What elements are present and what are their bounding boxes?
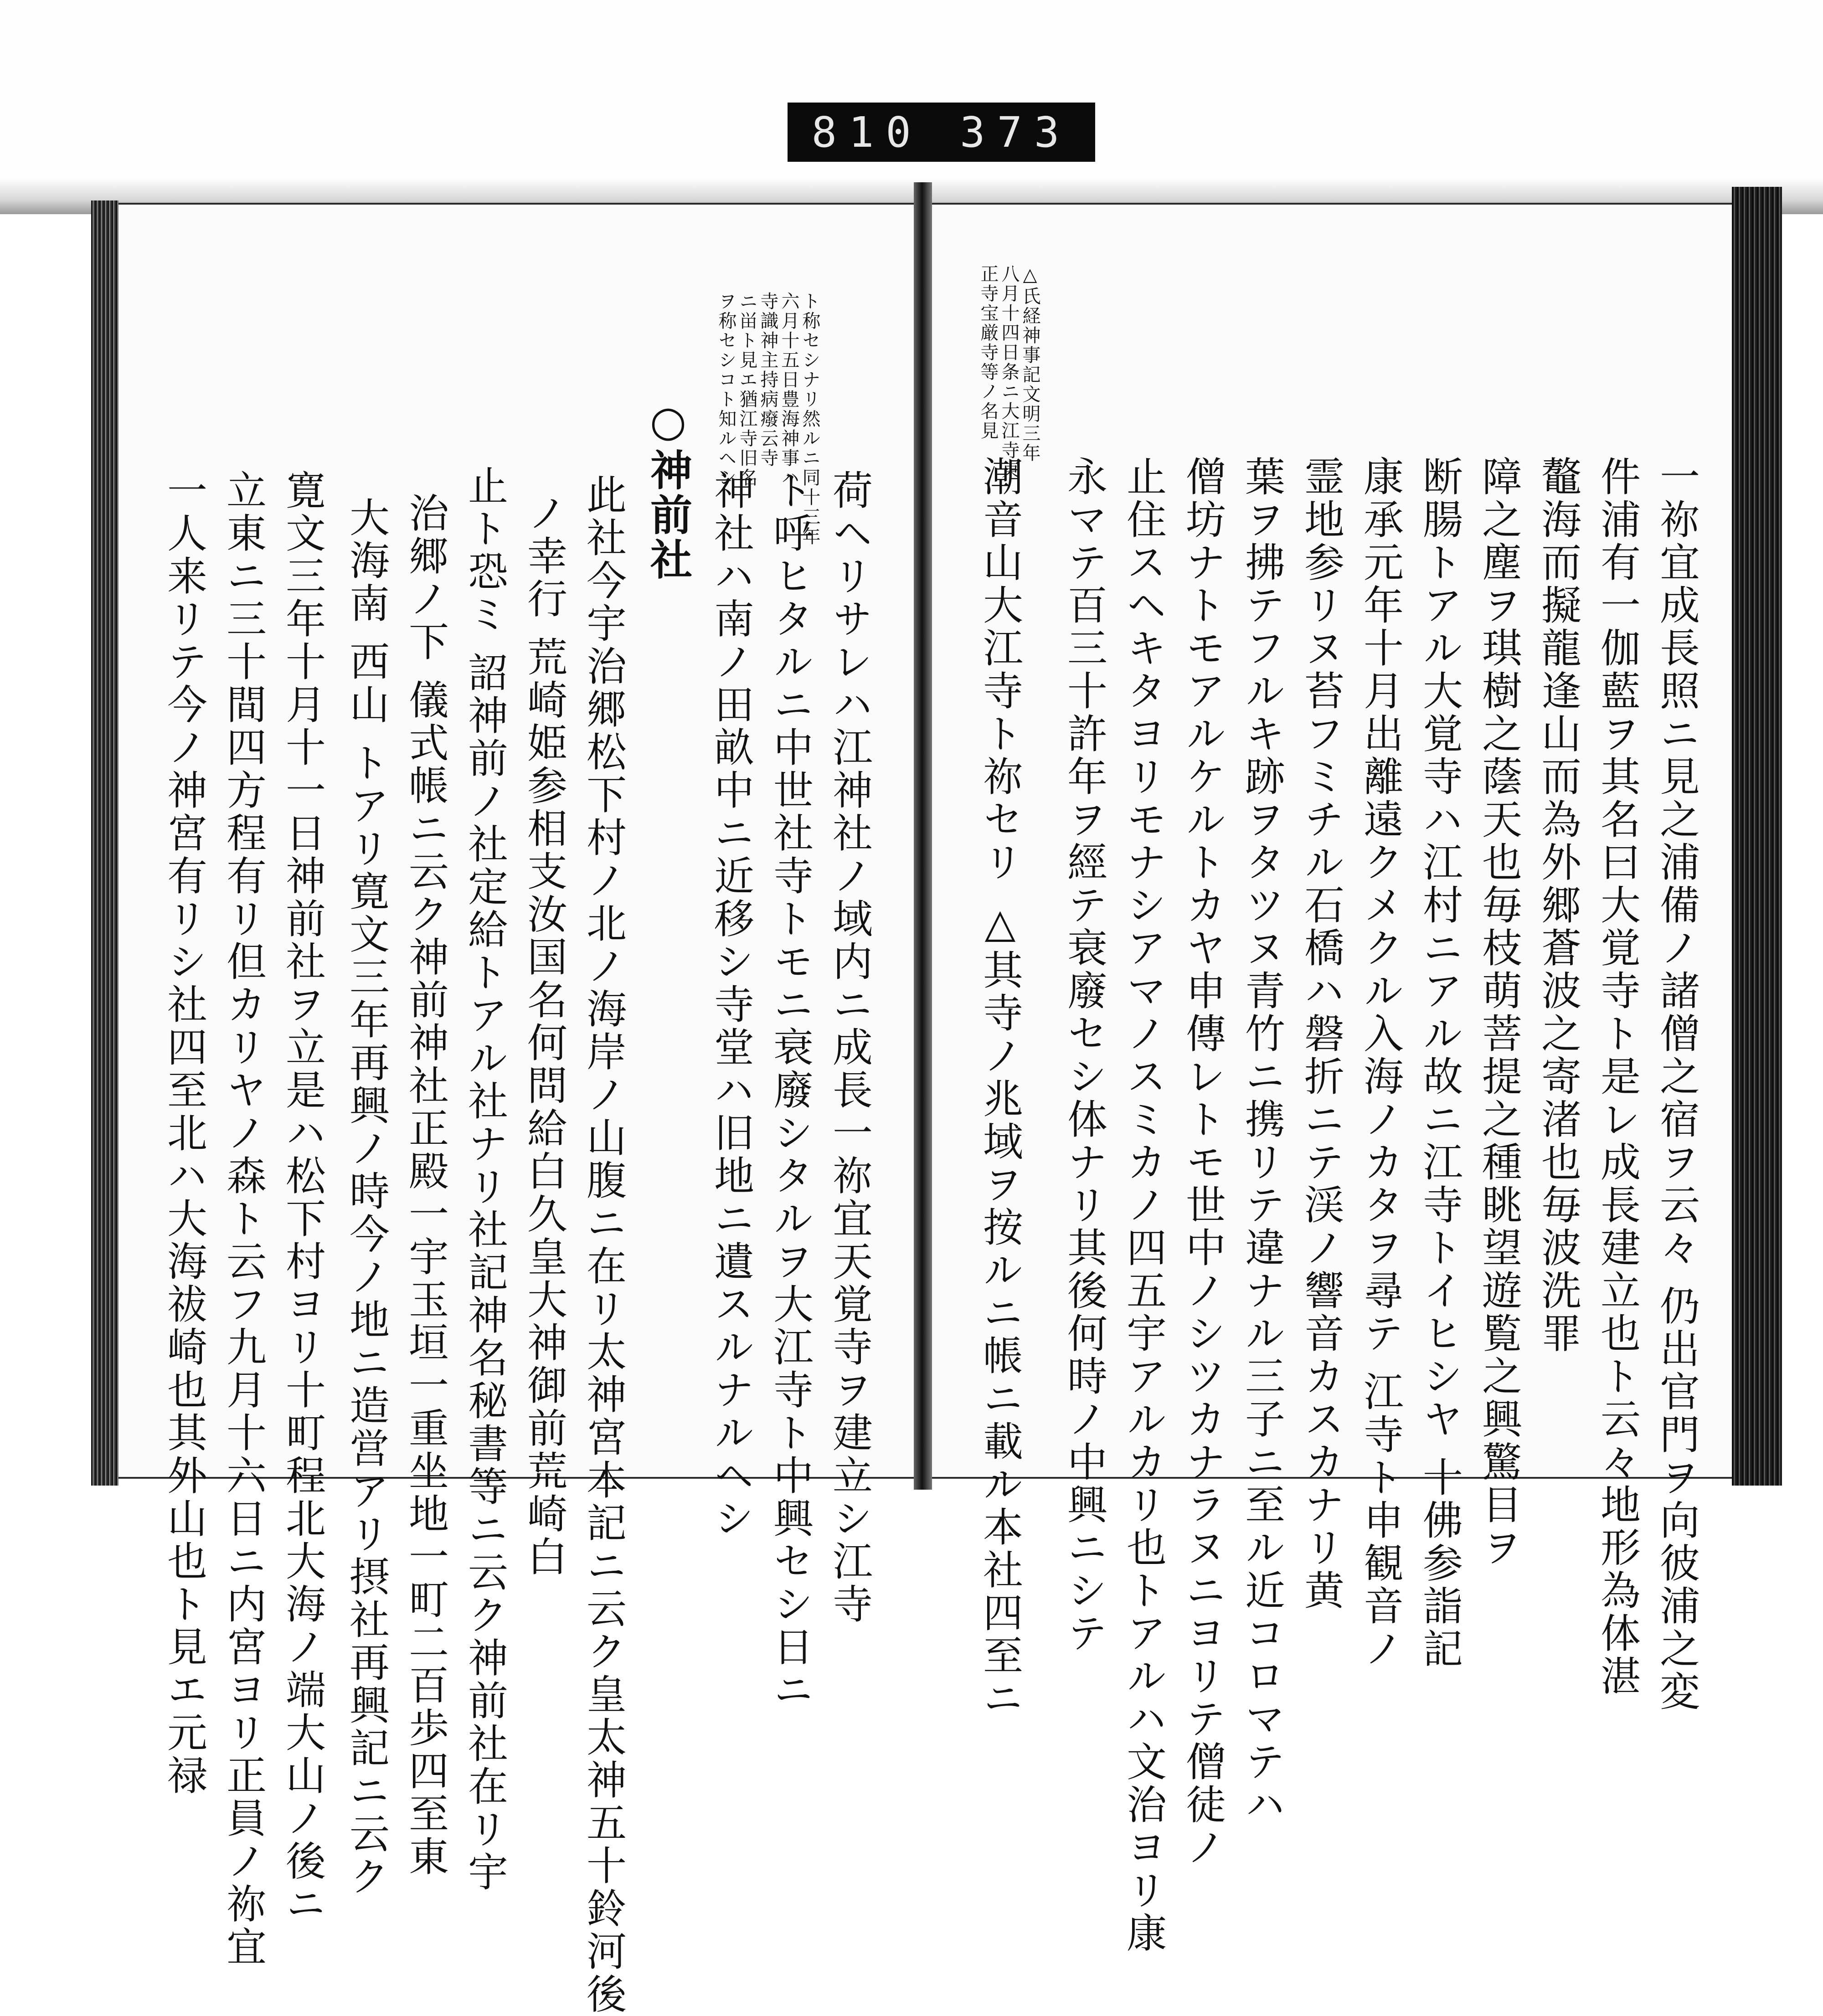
text-column: 潮音山大江寺ト祢セリ △其寺ノ兆域ヲ按ルニ帳ニ載ル本社四至ニ [977, 456, 1024, 1720]
text-column: 永マテ百三十許年ヲ經テ衰廢セシ体ナリ其後何時ノ中興ニシテ [1061, 456, 1108, 1655]
text-column: 霊地参リヌ苔フミチル石橋ハ磐折ニテ渓ノ響音カスカナリ黄 [1298, 456, 1345, 1612]
text-column: 治郷ノ下 儀式帳ニ云ク神前神社正殿一宇玉垣一重坐地一町二百歩四至東 [402, 492, 449, 1878]
text-column: 大海南 西山 トアリ寛文三年再興ノ時今ノ地ニ造営アリ摂社再興記ニ云ク [343, 497, 390, 1898]
text-column: 葉ヲ拂テフルキ跡ヲタツヌ青竹ニ携リテ違ナル三子ニ至ル近コロマテハ [1239, 456, 1286, 1826]
annotation-line: 寺識神主持病癈云寺 [757, 292, 778, 468]
left-page-edge [91, 201, 118, 1486]
annotation-line: 正寺宝厳寺等ノ名見 [978, 264, 999, 441]
annotation-line: 八月十四日条ニ大江寺東 [999, 264, 1020, 480]
text-column: 断腸トアル大覚寺ハ江村ニアル故ニ江寺トイヒシヤ 十佛参詣記 [1416, 456, 1463, 1671]
section-heading: ○神前社 [644, 396, 693, 582]
text-column: 障之塵ヲ琪樹之蔭天也毎枝萌菩提之種眺望遊覧之興驚目ヲ [1476, 456, 1523, 1569]
text-column: 寛文三年十月十一日神前社ヲ立是ハ松下村ヨリ十町程北大海ノ端大山ノ後ニ [279, 469, 326, 1926]
reference-label: 810 373 [788, 103, 1095, 162]
annotation-line: ヲ称セシコト知ルヘシ [716, 292, 736, 488]
annotation-line: 六月十五日豊海神事ハ [778, 292, 799, 488]
text-column: 僧坊ナトモアルケルトカヤ申傳レトモ世中ノシツカナラヌニヨリテ僧徒ノ [1179, 456, 1226, 1869]
book-gutter [914, 182, 932, 1490]
text-column: ノ幸行 荒崎姫参相支汝国名何問給白久皇大神御前荒崎白 [521, 492, 568, 1579]
text-column: 件浦有一伽藍ヲ其名曰大覚寺ト是レ成長建立也ト云々地形為体湛 [1594, 456, 1641, 1698]
text-column: 立東ニ三十間四方程有リ但カリヤノ森ト云フ九月十六日ニ内宮ヨリ正員ノ祢宜 [220, 469, 267, 1969]
annotation-line: △氏経神事記文明三年 [1020, 264, 1040, 463]
right-page-edge [1732, 187, 1782, 1486]
text-column: 一祢宜成長照ニ見之浦備ノ諸僧之宿ヲ云々 仍出官門ヲ向彼浦之変 [1653, 456, 1700, 1713]
annotation-line: ト称セシナリ然ルニ同十三年 [799, 292, 820, 546]
text-column: 康承元年十月出離遠クメクル入海ノカタヲ尋テ 江寺ト申観音ノ [1357, 456, 1404, 1671]
text-column: 一人来リテ今ノ神宮有リシ社四至北ハ大海祓崎也其外山也ト見エ元禄 [161, 469, 208, 1797]
text-column: 止住スヘキタヨリモナシアマノスミカノ四五宇アルカリ也トアルハ文治ヨリ康 [1120, 456, 1167, 1955]
annotation-line: ニ畄ト見エ猶江寺旧名 [736, 292, 757, 488]
text-column: 止ト恐ミ 詔神前ノ社定給トアル社ナリ社記神名秘書等ニ云ク神前社在リ宇 [462, 465, 509, 1894]
right-page-annotation [978, 264, 1040, 480]
text-column: 神社ハ南ノ田畝中ニ近移シ寺堂ハ旧地ニ遺スルナルヘシ [708, 469, 755, 1540]
text-column: 鼇海而擬龍逢山而為外郷蒼波之寄渚也毎波洗罪 [1535, 456, 1582, 1355]
text-column: ト呼ヒタルニ中世社寺トモニ衰廢シタルヲ大江寺ト中興セシ日ニ [767, 469, 814, 1712]
text-column: 荷ヘリサレハ江神社ノ域内ニ成長一祢宜天覚寺ヲ建立シ江寺 [826, 469, 873, 1626]
text-column: 此社今宇治郷松下村ノ北ノ海岸ノ山腹ニ在リ太神宮本記ニ云ク皇太神五十鈴河後 [580, 474, 627, 2016]
